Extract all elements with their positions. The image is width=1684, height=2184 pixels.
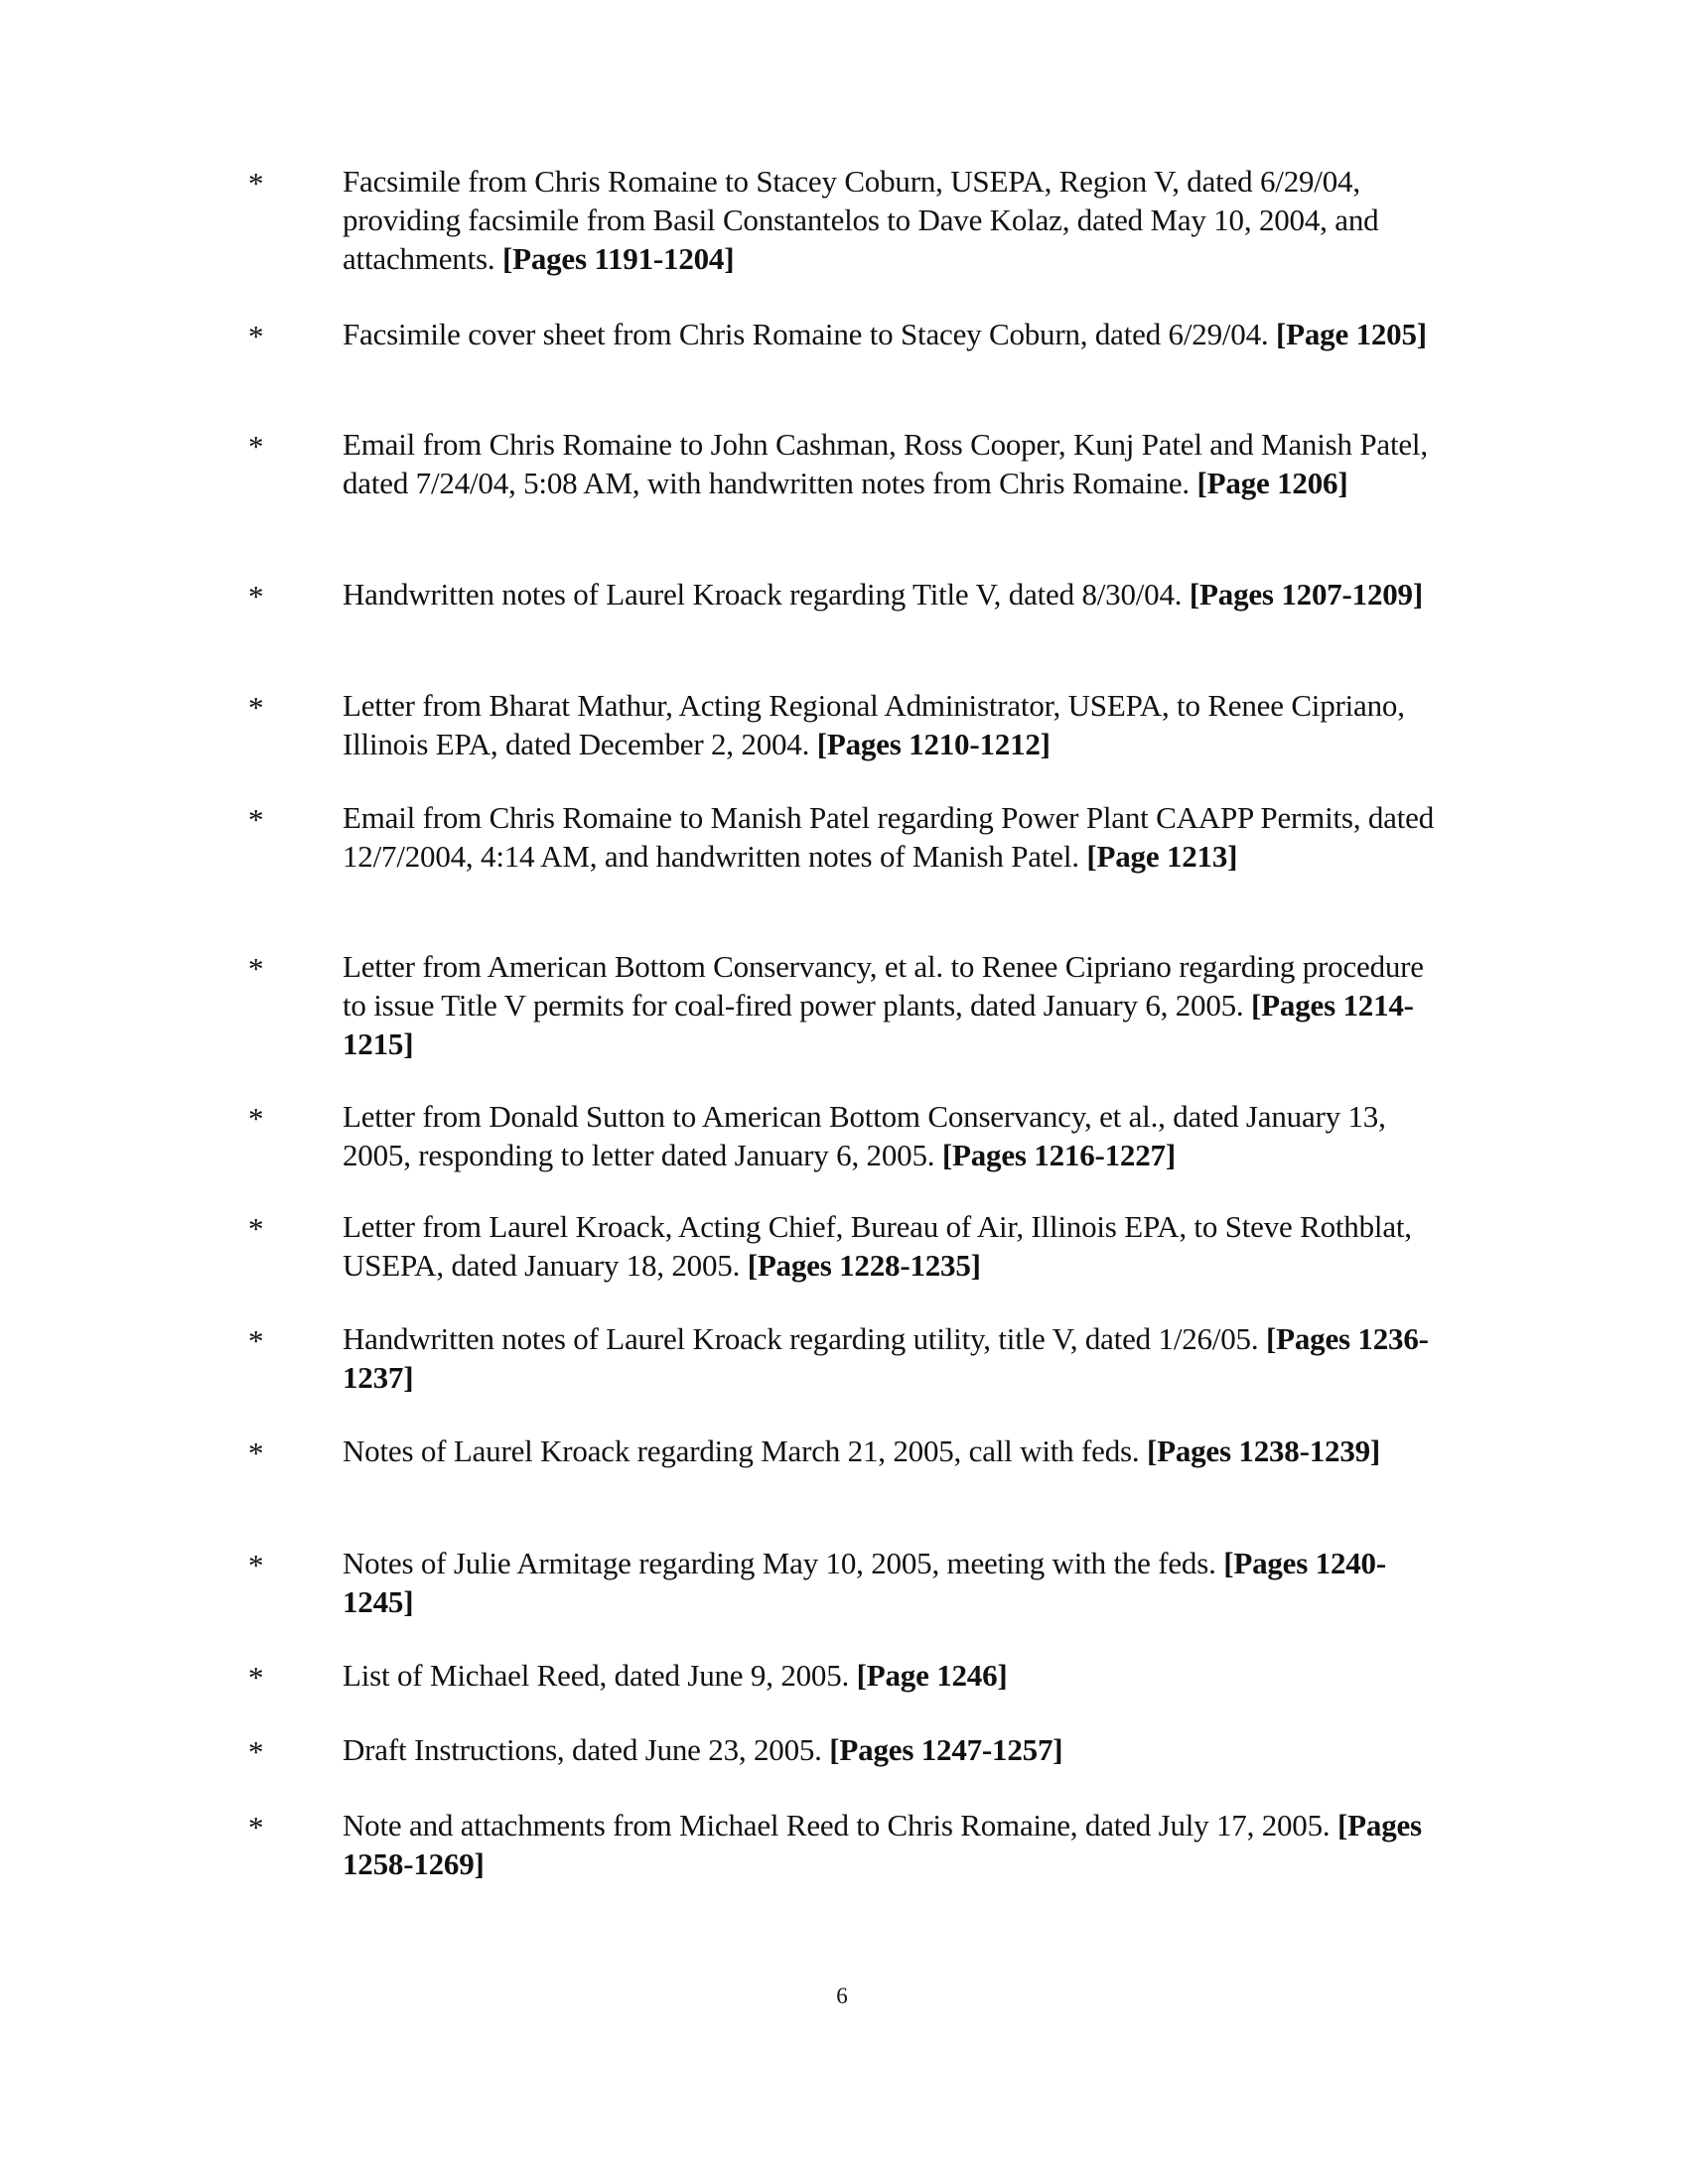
- entry-text: Notes of Laurel Kroack regarding March 21, 2005, call with feds.: [343, 1433, 1140, 1468]
- entry-text: Handwritten notes of Laurel Kroack regarding Title V, dated 8/30/04.: [343, 577, 1183, 612]
- entry-text: Draft Instructions, dated June 23, 2005.: [343, 1732, 822, 1767]
- entry-description: [343, 1097, 1445, 1174]
- page-reference: [Pages 1236-1237]: [343, 1321, 1429, 1395]
- entry-description: [343, 1432, 1445, 1470]
- entry-description: [343, 1806, 1445, 1883]
- page-reference: [Pages 1214-1215]: [343, 988, 1414, 1061]
- bullet-marker: *: [248, 319, 264, 353]
- bullet-marker: *: [248, 1660, 264, 1695]
- entry-description: [343, 1544, 1445, 1621]
- entry-description: [343, 1207, 1445, 1285]
- bullet-marker: *: [248, 690, 264, 725]
- entry-text: Notes of Julie Armitage regarding May 10, 2005, meeting with the feds.: [343, 1546, 1216, 1580]
- bullet-marker: *: [248, 1548, 264, 1582]
- bullet-marker: *: [248, 1101, 264, 1136]
- entry-text: Letter from Laurel Kroack, Acting Chief, Bureau of Air, Illinois EPA, to Steve Rothblat, USEPA, dated January 18, 2005.: [343, 1209, 1412, 1283]
- bullet-marker: *: [248, 1810, 264, 1844]
- bullet-marker: *: [248, 1435, 264, 1470]
- page-reference: [Page 1206]: [1196, 466, 1348, 500]
- page-reference: [Pages 1207-1209]: [1189, 577, 1423, 612]
- bullet-marker: *: [248, 1323, 264, 1358]
- entry-description: [343, 1730, 1445, 1769]
- page-reference: [Pages 1238-1239]: [1146, 1433, 1381, 1468]
- page-reference: [Page 1205]: [1276, 317, 1427, 351]
- entry-description: [343, 425, 1445, 502]
- bullet-marker: *: [248, 579, 264, 614]
- entry-text: List of Michael Reed, dated June 9, 2005.: [343, 1658, 850, 1693]
- entry-description: [343, 162, 1445, 278]
- entry-text: Handwritten notes of Laurel Kroack regarding utility, title V, dated 1/26/05.: [343, 1321, 1259, 1356]
- bullet-marker: *: [248, 1734, 264, 1769]
- bullet-marker: *: [248, 951, 264, 986]
- page-reference: [Pages 1240-1245]: [343, 1546, 1386, 1619]
- entry-description: [343, 575, 1445, 614]
- page-reference: [Pages 1210-1212]: [816, 727, 1051, 761]
- entry-text: Letter from Bharat Mathur, Acting Regional Administrator, USEPA, to Renee Cipriano, Illinois EPA, dated December 2, 2004.: [343, 688, 1405, 761]
- page-number: 6: [836, 1983, 848, 2008]
- page-reference: [Pages 1216-1227]: [941, 1138, 1176, 1172]
- entry-description: [343, 1656, 1445, 1695]
- bullet-marker: *: [248, 166, 264, 201]
- page-reference: [Pages 1247-1257]: [829, 1732, 1063, 1767]
- entry-description: [343, 686, 1445, 763]
- page-reference: [Pages 1191-1204]: [501, 241, 735, 276]
- entry-text: Letter from American Bottom Conservancy, et al. to Renee Cipriano regarding procedure to issue Title V permits for coal-fired power plants, dated January 6, 2005.: [343, 949, 1424, 1023]
- entry-description: [343, 315, 1445, 353]
- entry-text: Letter from Donald Sutton to American Bottom Conservancy, et al., dated January 13, 2005, responding to letter dated January 6, 2005.: [343, 1099, 1386, 1172]
- bullet-marker: *: [248, 802, 264, 837]
- bullet-marker: *: [248, 429, 264, 464]
- bullet-marker: *: [248, 1211, 264, 1246]
- entry-text: Email from Chris Romaine to John Cashman, Ross Cooper, Kunj Patel and Manish Patel, dated 7/24/04, 5:08 AM, with handwritten notes from Chris Romaine.: [343, 427, 1428, 500]
- entry-text: Facsimile cover sheet from Chris Romaine to Stacey Coburn, dated 6/29/04.: [343, 317, 1269, 351]
- entry-text: Note and attachments from Michael Reed to Chris Romaine, dated July 17, 2005.: [343, 1808, 1331, 1843]
- entry-description: [343, 1319, 1445, 1397]
- entry-text: Facsimile from Chris Romaine to Stacey Coburn, USEPA, Region V, dated 6/29/04, providing facsimile from Basil Constantelos to Dave Kolaz, dated May 10, 2004, and attachments.: [343, 164, 1379, 276]
- page-reference: [Pages 1258-1269]: [343, 1808, 1422, 1881]
- page-reference: [Page 1213]: [1086, 839, 1238, 874]
- entry-description: [343, 798, 1445, 876]
- entry-description: [343, 947, 1445, 1063]
- page-reference: [Pages 1228-1235]: [747, 1248, 981, 1283]
- entry-text: Email from Chris Romaine to Manish Patel regarding Power Plant CAAPP Permits, dated 12/7/2004, 4:14 AM, and handwritten notes of Manish Patel.: [343, 800, 1434, 874]
- page-reference: [Page 1246]: [856, 1658, 1008, 1693]
